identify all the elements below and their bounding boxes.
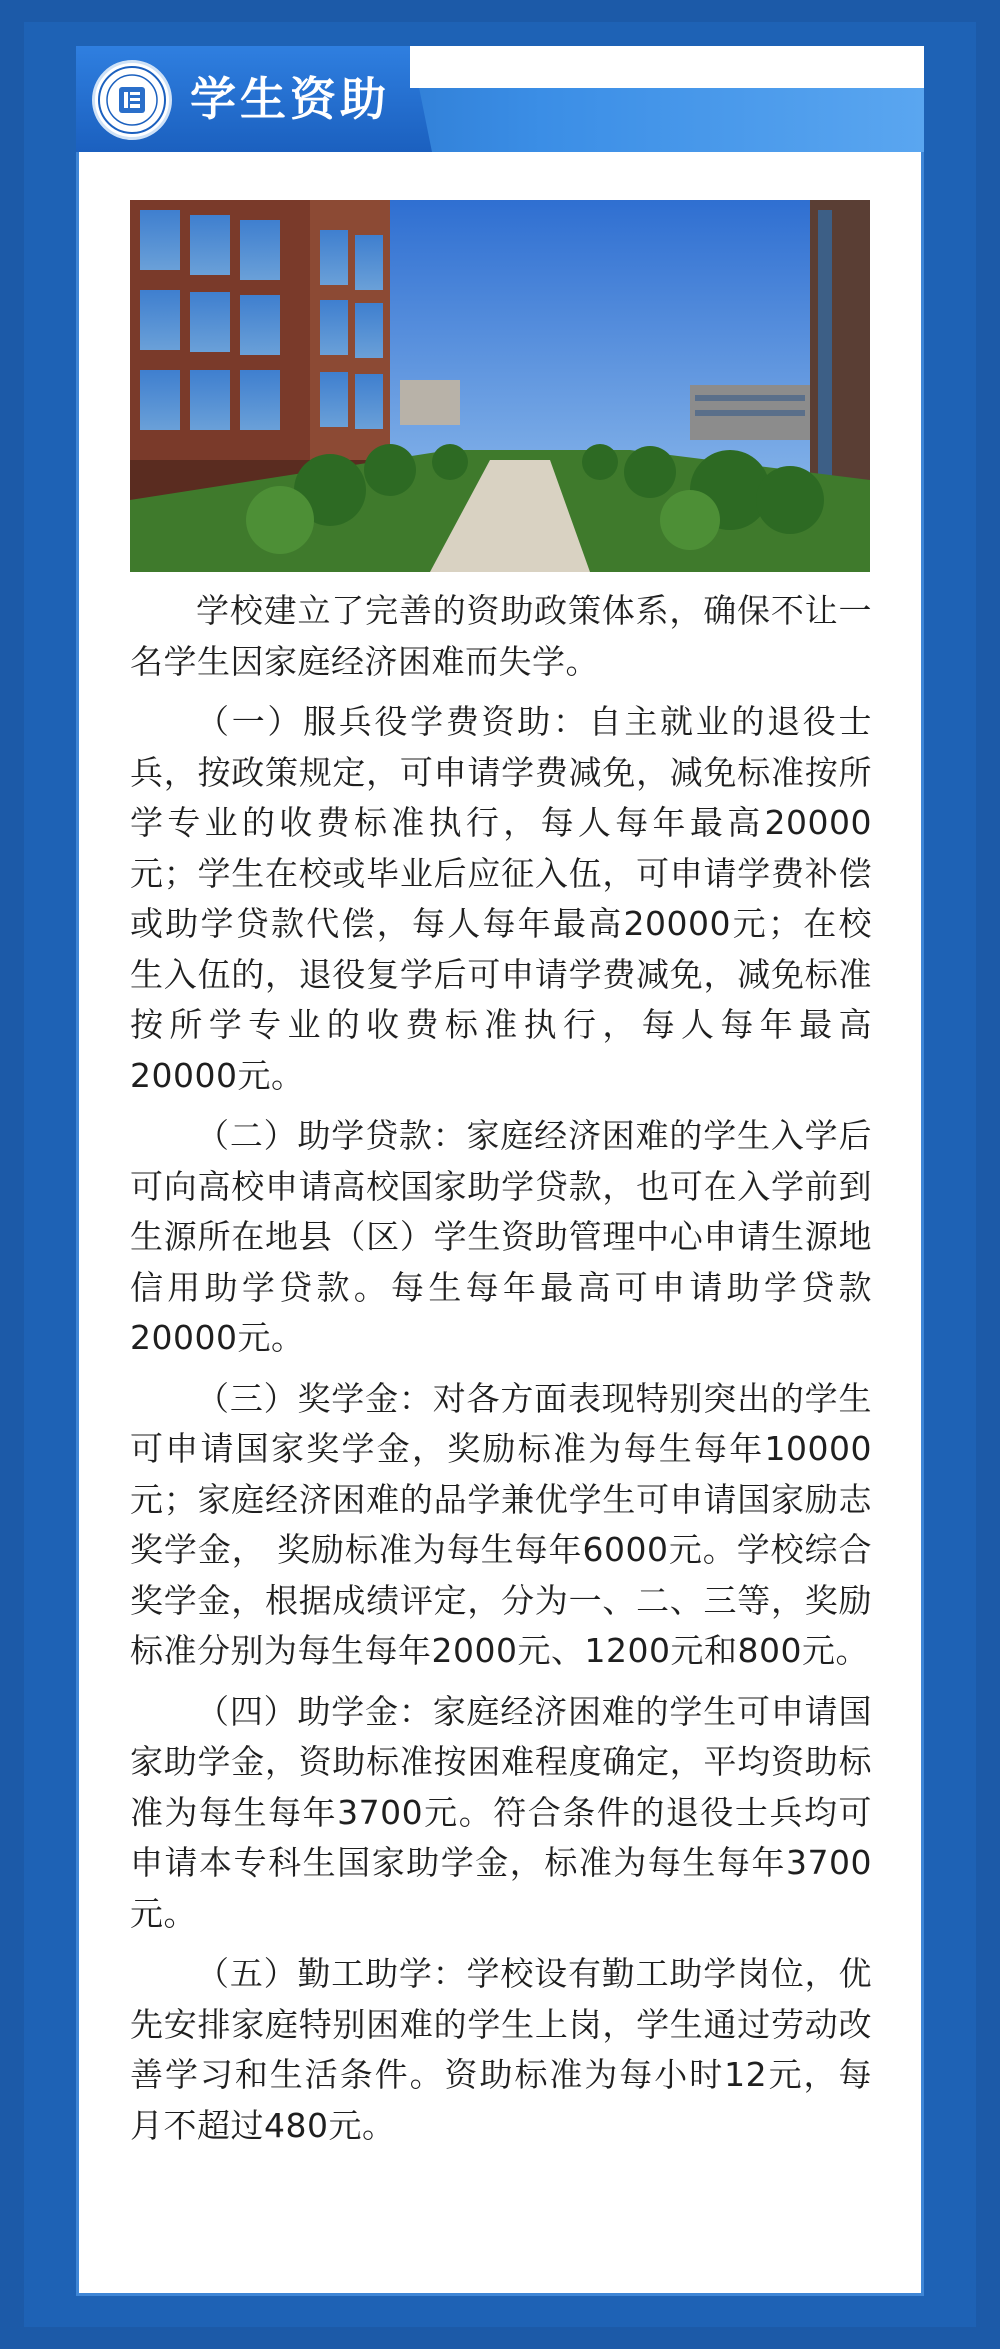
article-body — [130, 586, 872, 2161]
university-seal-icon — [92, 60, 172, 140]
page-title: 学生资助 — [190, 72, 390, 126]
paragraph-military-tuition-aid: （一）服兵役学费资助：自主就业的退役士兵，按政策规定，可申请学费减免，减免标准按所学专业的收费标准执行，每人每年最高20000元；学生在校或毕业后应征入伍，可申请学费补偿或助学贷款代偿，每人每年最高20000元；在校生入伍的，退役复学后可申请学费减免，减免标准按所学专业的收费标准执行，每人每年最高20000元。 — [130, 702, 872, 1095]
paragraph-intro: 学校建立了完善的资助政策体系，确保不让一名学生因家庭经济困难而失学。 — [130, 591, 872, 681]
header-notch — [410, 46, 924, 88]
paragraph-work-study: （五）勤工助学：学校设有勤工助学岗位，优先安排家庭特别困难的学生上岗，学生通过劳动改善学习和生活条件。资助标准为每小时12元，每月不超过480元。 — [130, 1954, 872, 2145]
paragraph-grants: （四）助学金：家庭经济困难的学生可申请国家助学金，资助标准按困难程度确定，平均资助标准为每生每年3700元。符合条件的退役士兵均可申请本专科生国家助学金，标准为每生每年3700元。 — [130, 1691, 872, 1933]
campus-buildings-photo — [130, 200, 870, 572]
paragraph-student-loans: （二）助学贷款：家庭经济困难的学生入学后可向高校申请高校国家助学贷款，也可在入学前到生源所在地县（区）学生资助管理中心申请生源地信用助学贷款。每生每年最高可申请助学贷款20000元。 — [130, 1116, 872, 1357]
paragraph-scholarships: （三）奖学金：对各方面表现特别突出的学生可申请国家奖学金，奖励标准为每生每年10000元；家庭经济困难的品学兼优学生可申请国家励志奖学金， 奖励标准为每生每年6000元。学校综合奖学金，根据成绩评定，分为一、二、三等，奖励标准分别为每生每年2000元、1200元和800元。 — [130, 1378, 872, 1670]
